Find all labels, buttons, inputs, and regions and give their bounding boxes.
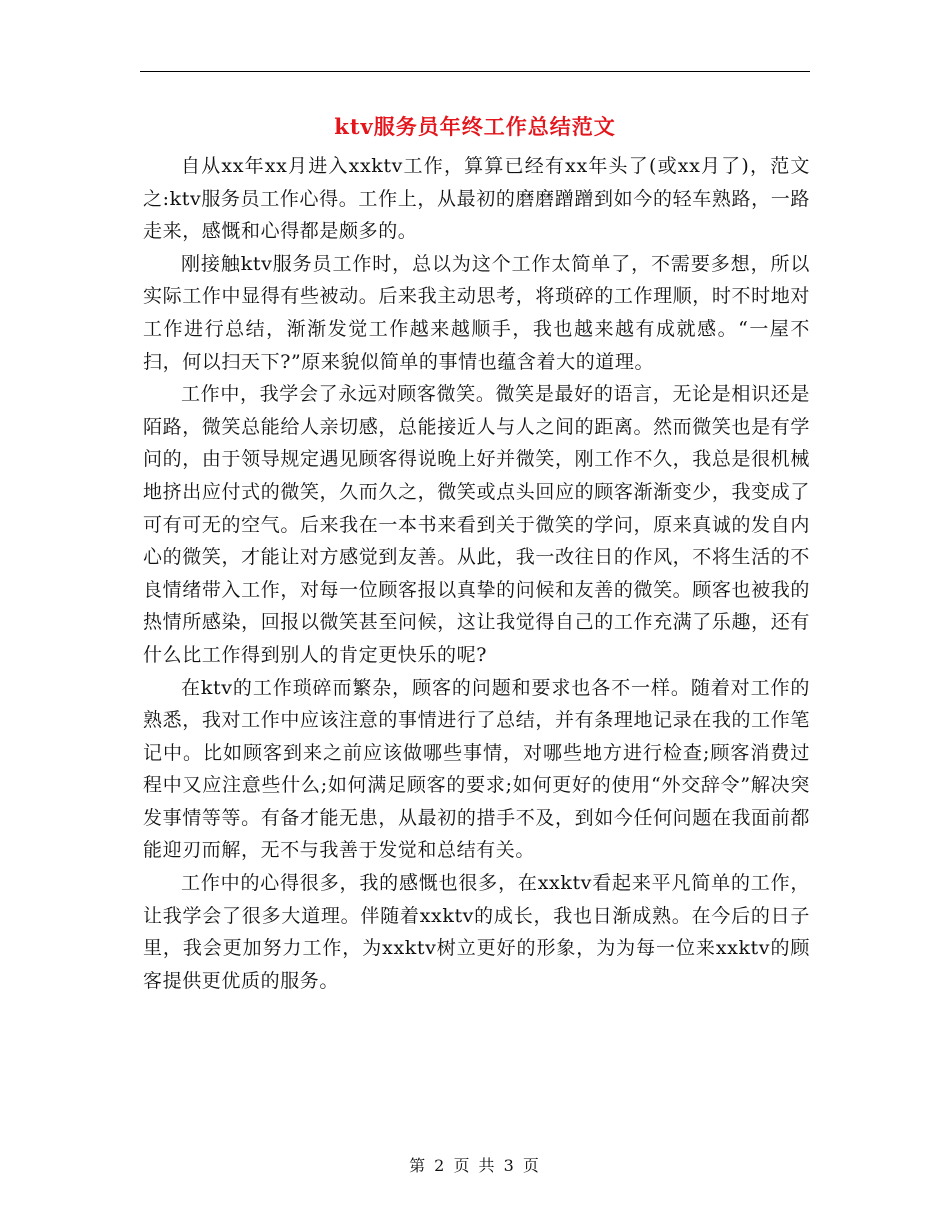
paragraph-4: 在ktv的工作琐碎而繁杂，顾客的问题和要求也各不一样。随着对工作的熟悉，我对工作中应该注意的事情进行了总结，并有条理地记录在我的工作笔记中。比如顾客到来之前应该做哪些事情，对哪些地方进行检查;顾客消费过程中又应注意些什么;如何满足顾客的要求;如何更好的使用“外交辞令”解决突发事情等等。有备才能无患，从最初的措手不及，到如今任何问题在我面前都能迎刃而解，无不与我善于发觉和总结有关。 <box>143 676 810 862</box>
document-title: ktv服务员年终工作总结范文 <box>334 114 616 139</box>
paragraph-5: 工作中的心得很多，我的感慨也很多，在xxktv看起来平凡简单的工作，让我学会了很多大道理。伴随着xxktv的成长，我也日渐成熟。在今后的日子里，我会更加努力工作，为xxktv树立更好的形象，为为每一位来xxktv的顾客提供更优质的服务。 <box>143 872 810 992</box>
paragraph-3: 工作中，我学会了永远对顾客微笑。微笑是最好的语言，无论是相识还是陌路，微笑总能给人亲切感，总能接近人与人之间的距离。然而微笑也是有学问的，由于领导规定遇见顾客得说晚上好并微笑，刚工作不久，我总是很机械地挤出应付式的微笑，久而久之，微笑或点头回应的顾客渐渐变少，我变成了可有可无的空气。后来我在一本书来看到关于微笑的学问，原来真诚的发自内心的微笑，才能让对方感觉到友善。从此，我一改往日的作风，不将生活的不良情绪带入工作，对每一位顾客报以真挚的问候和友善的微笑。顾客也被我的热情所感染，回报以微笑甚至问候，这让我觉得自己的工作充满了乐趣，还有什么比工作得到别人的肯定更快乐的呢? <box>143 383 810 666</box>
paragraph-2: 刚接触ktv服务员工作时，总以为这个工作太简单了，不需要多想，所以实际工作中显得有些被动。后来我主动思考，将琐碎的工作理顺，时不时地对工作进行总结，渐渐发觉工作越来越顺手，我也越来越有成就感。“一屋不扫，何以扫天下?”原来貌似简单的事情也蕴含着大的道理。 <box>143 252 810 373</box>
paragraph-1: 自从xx年xx月进入xxktv工作，算算已经有xx年头了(或xx月了)，范文之:ktv服务员工作心得。工作上，从最初的磨磨蹭蹭到如今的轻车熟路，一路走来，感慨和心得都是颇多的。 <box>143 155 810 243</box>
header-rule <box>140 71 810 72</box>
document-body <box>143 150 810 997</box>
page-number: 第 2 页 共 3 页 <box>409 1156 541 1175</box>
